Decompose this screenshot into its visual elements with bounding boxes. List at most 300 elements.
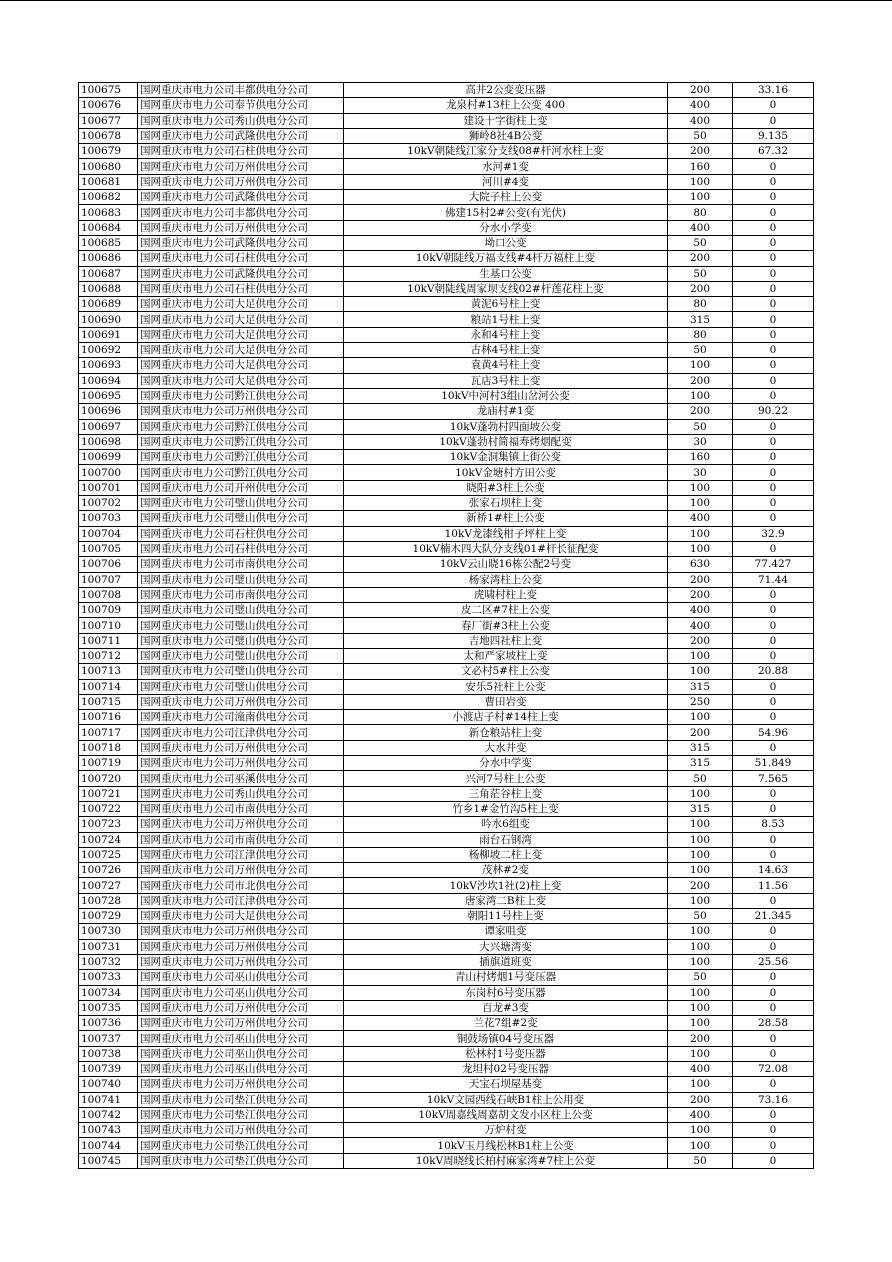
table-row — [79, 174, 814, 189]
table-row — [79, 1123, 814, 1138]
transformer-name-cell: 10kV周嘉线周嘉胡文发小区柱上公变 — [344, 1107, 668, 1122]
capacity-cell: 100 — [668, 817, 733, 832]
row-id-cell: 100743 — [79, 1123, 138, 1138]
capacity-cell: 80 — [668, 327, 733, 342]
transformer-name-cell: 龙庙村#1变 — [344, 404, 668, 419]
company-cell: 国网重庆市电力公司万州供电分公司 — [138, 863, 344, 878]
company-cell: 国网重庆市电力公司奉节供电分公司 — [138, 98, 344, 113]
value-cell: 0 — [733, 1000, 814, 1015]
table-row — [79, 1062, 814, 1077]
transformer-name-cell: 唐家湾二B柱上变 — [344, 893, 668, 908]
value-cell: 0 — [733, 159, 814, 174]
value-cell: 0 — [733, 801, 814, 816]
row-id-cell: 100680 — [79, 159, 138, 174]
row-id-cell: 100681 — [79, 174, 138, 189]
transformer-name-cell: 新桥1#柱上公变 — [344, 511, 668, 526]
table-row — [79, 710, 814, 725]
row-id-cell: 100707 — [79, 572, 138, 587]
row-id-cell: 100683 — [79, 205, 138, 220]
transformer-name-cell: 狮岭8社4B公变 — [344, 128, 668, 143]
company-cell: 国网重庆市电力公司江津供电分公司 — [138, 893, 344, 908]
transformer-name-cell: 天宝石坝屋基变 — [344, 1077, 668, 1092]
value-cell: 0 — [733, 541, 814, 556]
row-id-cell: 100703 — [79, 511, 138, 526]
capacity-cell: 50 — [668, 419, 733, 434]
company-cell: 国网重庆市电力公司大足供电分公司 — [138, 373, 344, 388]
value-cell: 0 — [733, 710, 814, 725]
table-row — [79, 388, 814, 403]
capacity-cell: 100 — [668, 174, 733, 189]
company-cell: 国网重庆市电力公司大足供电分公司 — [138, 297, 344, 312]
table-row — [79, 633, 814, 648]
row-id-cell: 100742 — [79, 1107, 138, 1122]
row-id-cell: 100687 — [79, 266, 138, 281]
row-id-cell: 100731 — [79, 939, 138, 954]
transformer-name-cell: 10kV朝陡线江家分支线08#杆河水柱上变 — [344, 144, 668, 159]
transformer-name-cell: 龙泉村#13柱上公变 400 — [344, 98, 668, 113]
transformer-name-cell: 万炉村变 — [344, 1123, 668, 1138]
table-row — [79, 1077, 814, 1092]
value-cell: 0 — [733, 251, 814, 266]
transformer-name-cell: 竹乡1#金竹沟5柱上变 — [344, 801, 668, 816]
company-cell: 国网重庆市电力公司市南供电分公司 — [138, 587, 344, 602]
company-cell: 国网重庆市电力公司璧山供电分公司 — [138, 496, 344, 511]
row-id-cell: 100708 — [79, 587, 138, 602]
transformer-name-cell: 曹田岩变 — [344, 694, 668, 709]
row-id-cell: 100691 — [79, 327, 138, 342]
row-id-cell: 100724 — [79, 832, 138, 847]
value-cell: 0 — [733, 419, 814, 434]
table-row — [79, 465, 814, 480]
table-row — [79, 1000, 814, 1015]
transformer-name-cell: 10kV沙坎1社(2)柱上变 — [344, 878, 668, 893]
value-cell: 0 — [733, 327, 814, 342]
company-cell: 国网重庆市电力公司黔江供电分公司 — [138, 450, 344, 465]
row-id-cell: 100678 — [79, 128, 138, 143]
capacity-cell: 100 — [668, 1138, 733, 1153]
capacity-cell: 200 — [668, 251, 733, 266]
transformer-name-cell: 大水井变 — [344, 740, 668, 755]
company-cell: 国网重庆市电力公司石柱供电分公司 — [138, 144, 344, 159]
capacity-cell: 200 — [668, 725, 733, 740]
table-row — [79, 541, 814, 556]
company-cell: 国网重庆市电力公司万州供电分公司 — [138, 159, 344, 174]
company-cell: 国网重庆市电力公司垫江供电分公司 — [138, 1107, 344, 1122]
row-id-cell: 100728 — [79, 893, 138, 908]
value-cell: 0 — [733, 1077, 814, 1092]
row-id-cell: 100723 — [79, 817, 138, 832]
company-cell: 国网重庆市电力公司市南供电分公司 — [138, 801, 344, 816]
row-id-cell: 100720 — [79, 771, 138, 786]
transformer-name-cell: 春厂街#3柱上公变 — [344, 618, 668, 633]
company-cell: 国网重庆市电力公司万州供电分公司 — [138, 817, 344, 832]
row-id-cell: 100675 — [79, 83, 138, 98]
table-row — [79, 694, 814, 709]
transformer-name-cell: 吉地四社柱上变 — [344, 633, 668, 648]
capacity-cell: 50 — [668, 1153, 733, 1168]
table-row — [79, 327, 814, 342]
company-cell: 国网重庆市电力公司大足供电分公司 — [138, 909, 344, 924]
transformer-name-cell: 松林村1号变压器 — [344, 1046, 668, 1061]
value-cell: 8.53 — [733, 817, 814, 832]
capacity-cell: 100 — [668, 893, 733, 908]
company-cell: 国网重庆市电力公司潼南供电分公司 — [138, 710, 344, 725]
table-row — [79, 909, 814, 924]
value-cell: 0 — [733, 98, 814, 113]
capacity-cell: 100 — [668, 786, 733, 801]
company-cell: 国网重庆市电力公司石柱供电分公司 — [138, 541, 344, 556]
row-id-cell: 100688 — [79, 281, 138, 296]
table-row — [79, 924, 814, 939]
value-cell: 14.63 — [733, 863, 814, 878]
transformer-name-cell: 杨家湾柱上公变 — [344, 572, 668, 587]
capacity-cell: 200 — [668, 572, 733, 587]
transformer-name-cell: 河川#4变 — [344, 174, 668, 189]
transformer-name-cell: 10kV龙漆线柑子坪柱上变 — [344, 526, 668, 541]
capacity-cell: 100 — [668, 847, 733, 862]
company-cell: 国网重庆市电力公司巫山供电分公司 — [138, 1031, 344, 1046]
capacity-cell: 400 — [668, 1062, 733, 1077]
capacity-cell: 200 — [668, 83, 733, 98]
row-id-cell: 100698 — [79, 434, 138, 449]
value-cell: 0 — [733, 434, 814, 449]
value-cell: 0 — [733, 924, 814, 939]
table-row — [79, 113, 814, 128]
capacity-cell: 50 — [668, 235, 733, 250]
transformer-name-cell: 东岗村6号变压器 — [344, 985, 668, 1000]
capacity-cell: 100 — [668, 541, 733, 556]
table-row — [79, 266, 814, 281]
capacity-cell: 100 — [668, 648, 733, 663]
company-cell: 国网重庆市电力公司石柱供电分公司 — [138, 281, 344, 296]
value-cell: 0 — [733, 190, 814, 205]
transformer-name-cell: 茂林#2变 — [344, 863, 668, 878]
transformer-name-cell: 吟水6组变 — [344, 817, 668, 832]
transformer-name-cell: 晓阳#3柱上公变 — [344, 480, 668, 495]
table-row — [79, 771, 814, 786]
row-id-cell: 100719 — [79, 756, 138, 771]
company-cell: 国网重庆市电力公司万州供电分公司 — [138, 939, 344, 954]
capacity-cell: 100 — [668, 358, 733, 373]
capacity-cell: 400 — [668, 98, 733, 113]
table-row — [79, 1107, 814, 1122]
table-row — [79, 1046, 814, 1061]
row-id-cell: 100740 — [79, 1077, 138, 1092]
value-cell: 0 — [733, 480, 814, 495]
value-cell: 71.44 — [733, 572, 814, 587]
capacity-cell: 100 — [668, 190, 733, 205]
table-row — [79, 144, 814, 159]
value-cell: 0 — [733, 281, 814, 296]
page-top-rule — [0, 0, 892, 1]
value-cell: 0 — [733, 970, 814, 985]
company-cell: 国网重庆市电力公司璧山供电分公司 — [138, 679, 344, 694]
capacity-cell: 400 — [668, 220, 733, 235]
table-row — [79, 893, 814, 908]
row-id-cell: 100734 — [79, 985, 138, 1000]
capacity-cell: 315 — [668, 740, 733, 755]
value-cell: 0 — [733, 1138, 814, 1153]
table-row — [79, 235, 814, 250]
company-cell: 国网重庆市电力公司万州供电分公司 — [138, 1123, 344, 1138]
company-cell: 国网重庆市电力公司丰都供电分公司 — [138, 205, 344, 220]
company-cell: 国网重庆市电力公司巫山供电分公司 — [138, 1046, 344, 1061]
table-row — [79, 480, 814, 495]
transformer-name-cell: 小渡店子村#14柱上变 — [344, 710, 668, 725]
capacity-cell: 100 — [668, 496, 733, 511]
row-id-cell: 100726 — [79, 863, 138, 878]
capacity-cell: 400 — [668, 511, 733, 526]
value-cell: 0 — [733, 939, 814, 954]
company-cell: 国网重庆市电力公司垫江供电分公司 — [138, 1138, 344, 1153]
transformer-name-cell: 10kV云山晓16栋公配2号变 — [344, 557, 668, 572]
table-row — [79, 954, 814, 969]
company-cell: 国网重庆市电力公司万州供电分公司 — [138, 1016, 344, 1031]
table-row — [79, 725, 814, 740]
transformer-name-cell: 文必村5#柱上公变 — [344, 664, 668, 679]
capacity-cell: 100 — [668, 1077, 733, 1092]
row-id-cell: 100738 — [79, 1046, 138, 1061]
table-row — [79, 205, 814, 220]
value-cell: 0 — [733, 587, 814, 602]
transformer-name-cell: 10kV金塘村方田公变 — [344, 465, 668, 480]
transformer-name-cell: 坳口公变 — [344, 235, 668, 250]
row-id-cell: 100722 — [79, 801, 138, 816]
table-row — [79, 190, 814, 205]
table-row — [79, 220, 814, 235]
row-id-cell: 100702 — [79, 496, 138, 511]
table-row — [79, 419, 814, 434]
value-cell: 0 — [733, 740, 814, 755]
value-cell: 0 — [733, 358, 814, 373]
transformer-name-cell: 大院子柱上公变 — [344, 190, 668, 205]
transformer-name-cell: 兴河7号柱上公变 — [344, 771, 668, 786]
row-id-cell: 100697 — [79, 419, 138, 434]
company-cell: 国网重庆市电力公司璧山供电分公司 — [138, 511, 344, 526]
table-row — [79, 970, 814, 985]
company-cell: 国网重庆市电力公司武隆供电分公司 — [138, 266, 344, 281]
capacity-cell: 100 — [668, 985, 733, 1000]
row-id-cell: 100694 — [79, 373, 138, 388]
table-row — [79, 756, 814, 771]
table-row — [79, 985, 814, 1000]
table-row — [79, 511, 814, 526]
company-cell: 国网重庆市电力公司巫山供电分公司 — [138, 985, 344, 1000]
company-cell: 国网重庆市电力公司巫溪供电分公司 — [138, 771, 344, 786]
value-cell: 33.16 — [733, 83, 814, 98]
transformer-name-cell: 袁黄4号柱上变 — [344, 358, 668, 373]
table-row — [79, 1138, 814, 1153]
company-cell: 国网重庆市电力公司万州供电分公司 — [138, 404, 344, 419]
capacity-cell: 400 — [668, 603, 733, 618]
transformer-name-cell: 高井2公变变压器 — [344, 83, 668, 98]
value-cell: 0 — [733, 847, 814, 862]
company-cell: 国网重庆市电力公司江津供电分公司 — [138, 847, 344, 862]
capacity-cell: 200 — [668, 878, 733, 893]
value-cell: 73.16 — [733, 1092, 814, 1107]
capacity-cell: 100 — [668, 863, 733, 878]
company-cell: 国网重庆市电力公司璧山供电分公司 — [138, 572, 344, 587]
transformer-name-cell: 瓦店3号柱上变 — [344, 373, 668, 388]
transformer-name-cell: 三角茫谷柱上变 — [344, 786, 668, 801]
capacity-cell: 100 — [668, 924, 733, 939]
row-id-cell: 100736 — [79, 1016, 138, 1031]
value-cell: 0 — [733, 511, 814, 526]
row-id-cell: 100704 — [79, 526, 138, 541]
row-id-cell: 100677 — [79, 113, 138, 128]
table-row — [79, 159, 814, 174]
row-id-cell: 100744 — [79, 1138, 138, 1153]
transformer-table — [78, 82, 814, 1169]
row-id-cell: 100700 — [79, 465, 138, 480]
company-cell: 国网重庆市电力公司大足供电分公司 — [138, 312, 344, 327]
table-body — [79, 83, 814, 1169]
value-cell: 0 — [733, 113, 814, 128]
company-cell: 国网重庆市电力公司秀山供电分公司 — [138, 113, 344, 128]
table-row — [79, 312, 814, 327]
row-id-cell: 100710 — [79, 618, 138, 633]
company-cell: 国网重庆市电力公司武隆供电分公司 — [138, 190, 344, 205]
row-id-cell: 100714 — [79, 679, 138, 694]
transformer-name-cell: 10kV蓬勃村简福寿烤烟配变 — [344, 434, 668, 449]
capacity-cell: 100 — [668, 664, 733, 679]
value-cell: 0 — [733, 343, 814, 358]
company-cell: 国网重庆市电力公司开州供电分公司 — [138, 480, 344, 495]
table-row — [79, 801, 814, 816]
value-cell: 0 — [733, 893, 814, 908]
row-id-cell: 100699 — [79, 450, 138, 465]
company-cell: 国网重庆市电力公司市北供电分公司 — [138, 878, 344, 893]
table-row — [79, 1016, 814, 1031]
table-row — [79, 128, 814, 143]
transformer-name-cell: 新仓粮站柱上变 — [344, 725, 668, 740]
row-id-cell: 100690 — [79, 312, 138, 327]
value-cell: 0 — [733, 388, 814, 403]
company-cell: 国网重庆市电力公司璧山供电分公司 — [138, 618, 344, 633]
company-cell: 国网重庆市电力公司璧山供电分公司 — [138, 603, 344, 618]
company-cell: 国网重庆市电力公司大足供电分公司 — [138, 343, 344, 358]
transformer-name-cell: 杨柳坡二柱上变 — [344, 847, 668, 862]
row-id-cell: 100696 — [79, 404, 138, 419]
capacity-cell: 50 — [668, 343, 733, 358]
company-cell: 国网重庆市电力公司万州供电分公司 — [138, 174, 344, 189]
table-row — [79, 526, 814, 541]
row-id-cell: 100712 — [79, 648, 138, 663]
row-id-cell: 100711 — [79, 633, 138, 648]
value-cell: 0 — [733, 220, 814, 235]
capacity-cell: 200 — [668, 144, 733, 159]
transformer-name-cell: 朝阳11号柱上变 — [344, 909, 668, 924]
table-row — [79, 832, 814, 847]
table-row — [79, 373, 814, 388]
value-cell: 0 — [733, 1046, 814, 1061]
company-cell: 国网重庆市电力公司璧山供电分公司 — [138, 664, 344, 679]
row-id-cell: 100709 — [79, 603, 138, 618]
value-cell: 51.849 — [733, 756, 814, 771]
value-cell: 0 — [733, 648, 814, 663]
table-row — [79, 587, 814, 602]
value-cell: 0 — [733, 450, 814, 465]
capacity-cell: 50 — [668, 970, 733, 985]
transformer-name-cell: 10kV玉月线松林B1柱上公变 — [344, 1138, 668, 1153]
table-row — [79, 939, 814, 954]
transformer-name-cell: 铜鼓场镇04号变压器 — [344, 1031, 668, 1046]
table-row — [79, 358, 814, 373]
capacity-cell: 200 — [668, 1031, 733, 1046]
row-id-cell: 100684 — [79, 220, 138, 235]
row-id-cell: 100737 — [79, 1031, 138, 1046]
company-cell: 国网重庆市电力公司巫山供电分公司 — [138, 970, 344, 985]
row-id-cell: 100741 — [79, 1092, 138, 1107]
transformer-name-cell: 水河#1变 — [344, 159, 668, 174]
company-cell: 国网重庆市电力公司石柱供电分公司 — [138, 251, 344, 266]
transformer-name-cell: 生基口公变 — [344, 266, 668, 281]
row-id-cell: 100706 — [79, 557, 138, 572]
capacity-cell: 400 — [668, 113, 733, 128]
row-id-cell: 100695 — [79, 388, 138, 403]
company-cell: 国网重庆市电力公司万州供电分公司 — [138, 694, 344, 709]
capacity-cell: 30 — [668, 465, 733, 480]
capacity-cell: 100 — [668, 1046, 733, 1061]
transformer-name-cell: 插旗道班变 — [344, 954, 668, 969]
table-row — [79, 1153, 814, 1168]
table-row — [79, 847, 814, 862]
capacity-cell: 100 — [668, 526, 733, 541]
capacity-cell: 50 — [668, 771, 733, 786]
table-row — [79, 679, 814, 694]
transformer-name-cell: 10kV周晓线长柏村麻家湾#7柱上公变 — [344, 1153, 668, 1168]
company-cell: 国网重庆市电力公司市南供电分公司 — [138, 832, 344, 847]
transformer-name-cell: 分水中学变 — [344, 756, 668, 771]
transformer-name-cell: 10kV楠木四大队分支线01#杆长征配变 — [344, 541, 668, 556]
capacity-cell: 50 — [668, 909, 733, 924]
table-row — [79, 343, 814, 358]
value-cell: 28.58 — [733, 1016, 814, 1031]
value-cell: 0 — [733, 465, 814, 480]
capacity-cell: 315 — [668, 756, 733, 771]
table-row — [79, 496, 814, 511]
company-cell: 国网重庆市电力公司璧山供电分公司 — [138, 648, 344, 663]
company-cell: 国网重庆市电力公司黔江供电分公司 — [138, 419, 344, 434]
capacity-cell: 200 — [668, 373, 733, 388]
value-cell: 0 — [733, 694, 814, 709]
value-cell: 20.88 — [733, 664, 814, 679]
transformer-name-cell: 龙坦村02号变压器 — [344, 1062, 668, 1077]
capacity-cell: 200 — [668, 404, 733, 419]
company-cell: 国网重庆市电力公司璧山供电分公司 — [138, 633, 344, 648]
transformer-name-cell: 百龙#3变 — [344, 1000, 668, 1015]
value-cell: 0 — [733, 174, 814, 189]
transformer-name-cell: 10kV蓬勃村四面坡公变 — [344, 419, 668, 434]
value-cell: 0 — [733, 1031, 814, 1046]
company-cell: 国网重庆市电力公司黔江供电分公司 — [138, 434, 344, 449]
row-id-cell: 100701 — [79, 480, 138, 495]
table-row — [79, 434, 814, 449]
company-cell: 国网重庆市电力公司万州供电分公司 — [138, 756, 344, 771]
table-row — [79, 98, 814, 113]
value-cell: 0 — [733, 205, 814, 220]
row-id-cell: 100676 — [79, 98, 138, 113]
table-row — [79, 297, 814, 312]
value-cell: 21.345 — [733, 909, 814, 924]
transformer-name-cell: 分水小学变 — [344, 220, 668, 235]
capacity-cell: 200 — [668, 1092, 733, 1107]
transformer-name-cell: 大兴塘湾变 — [344, 939, 668, 954]
capacity-cell: 160 — [668, 159, 733, 174]
value-cell: 0 — [733, 786, 814, 801]
row-id-cell: 100739 — [79, 1062, 138, 1077]
table-row — [79, 740, 814, 755]
